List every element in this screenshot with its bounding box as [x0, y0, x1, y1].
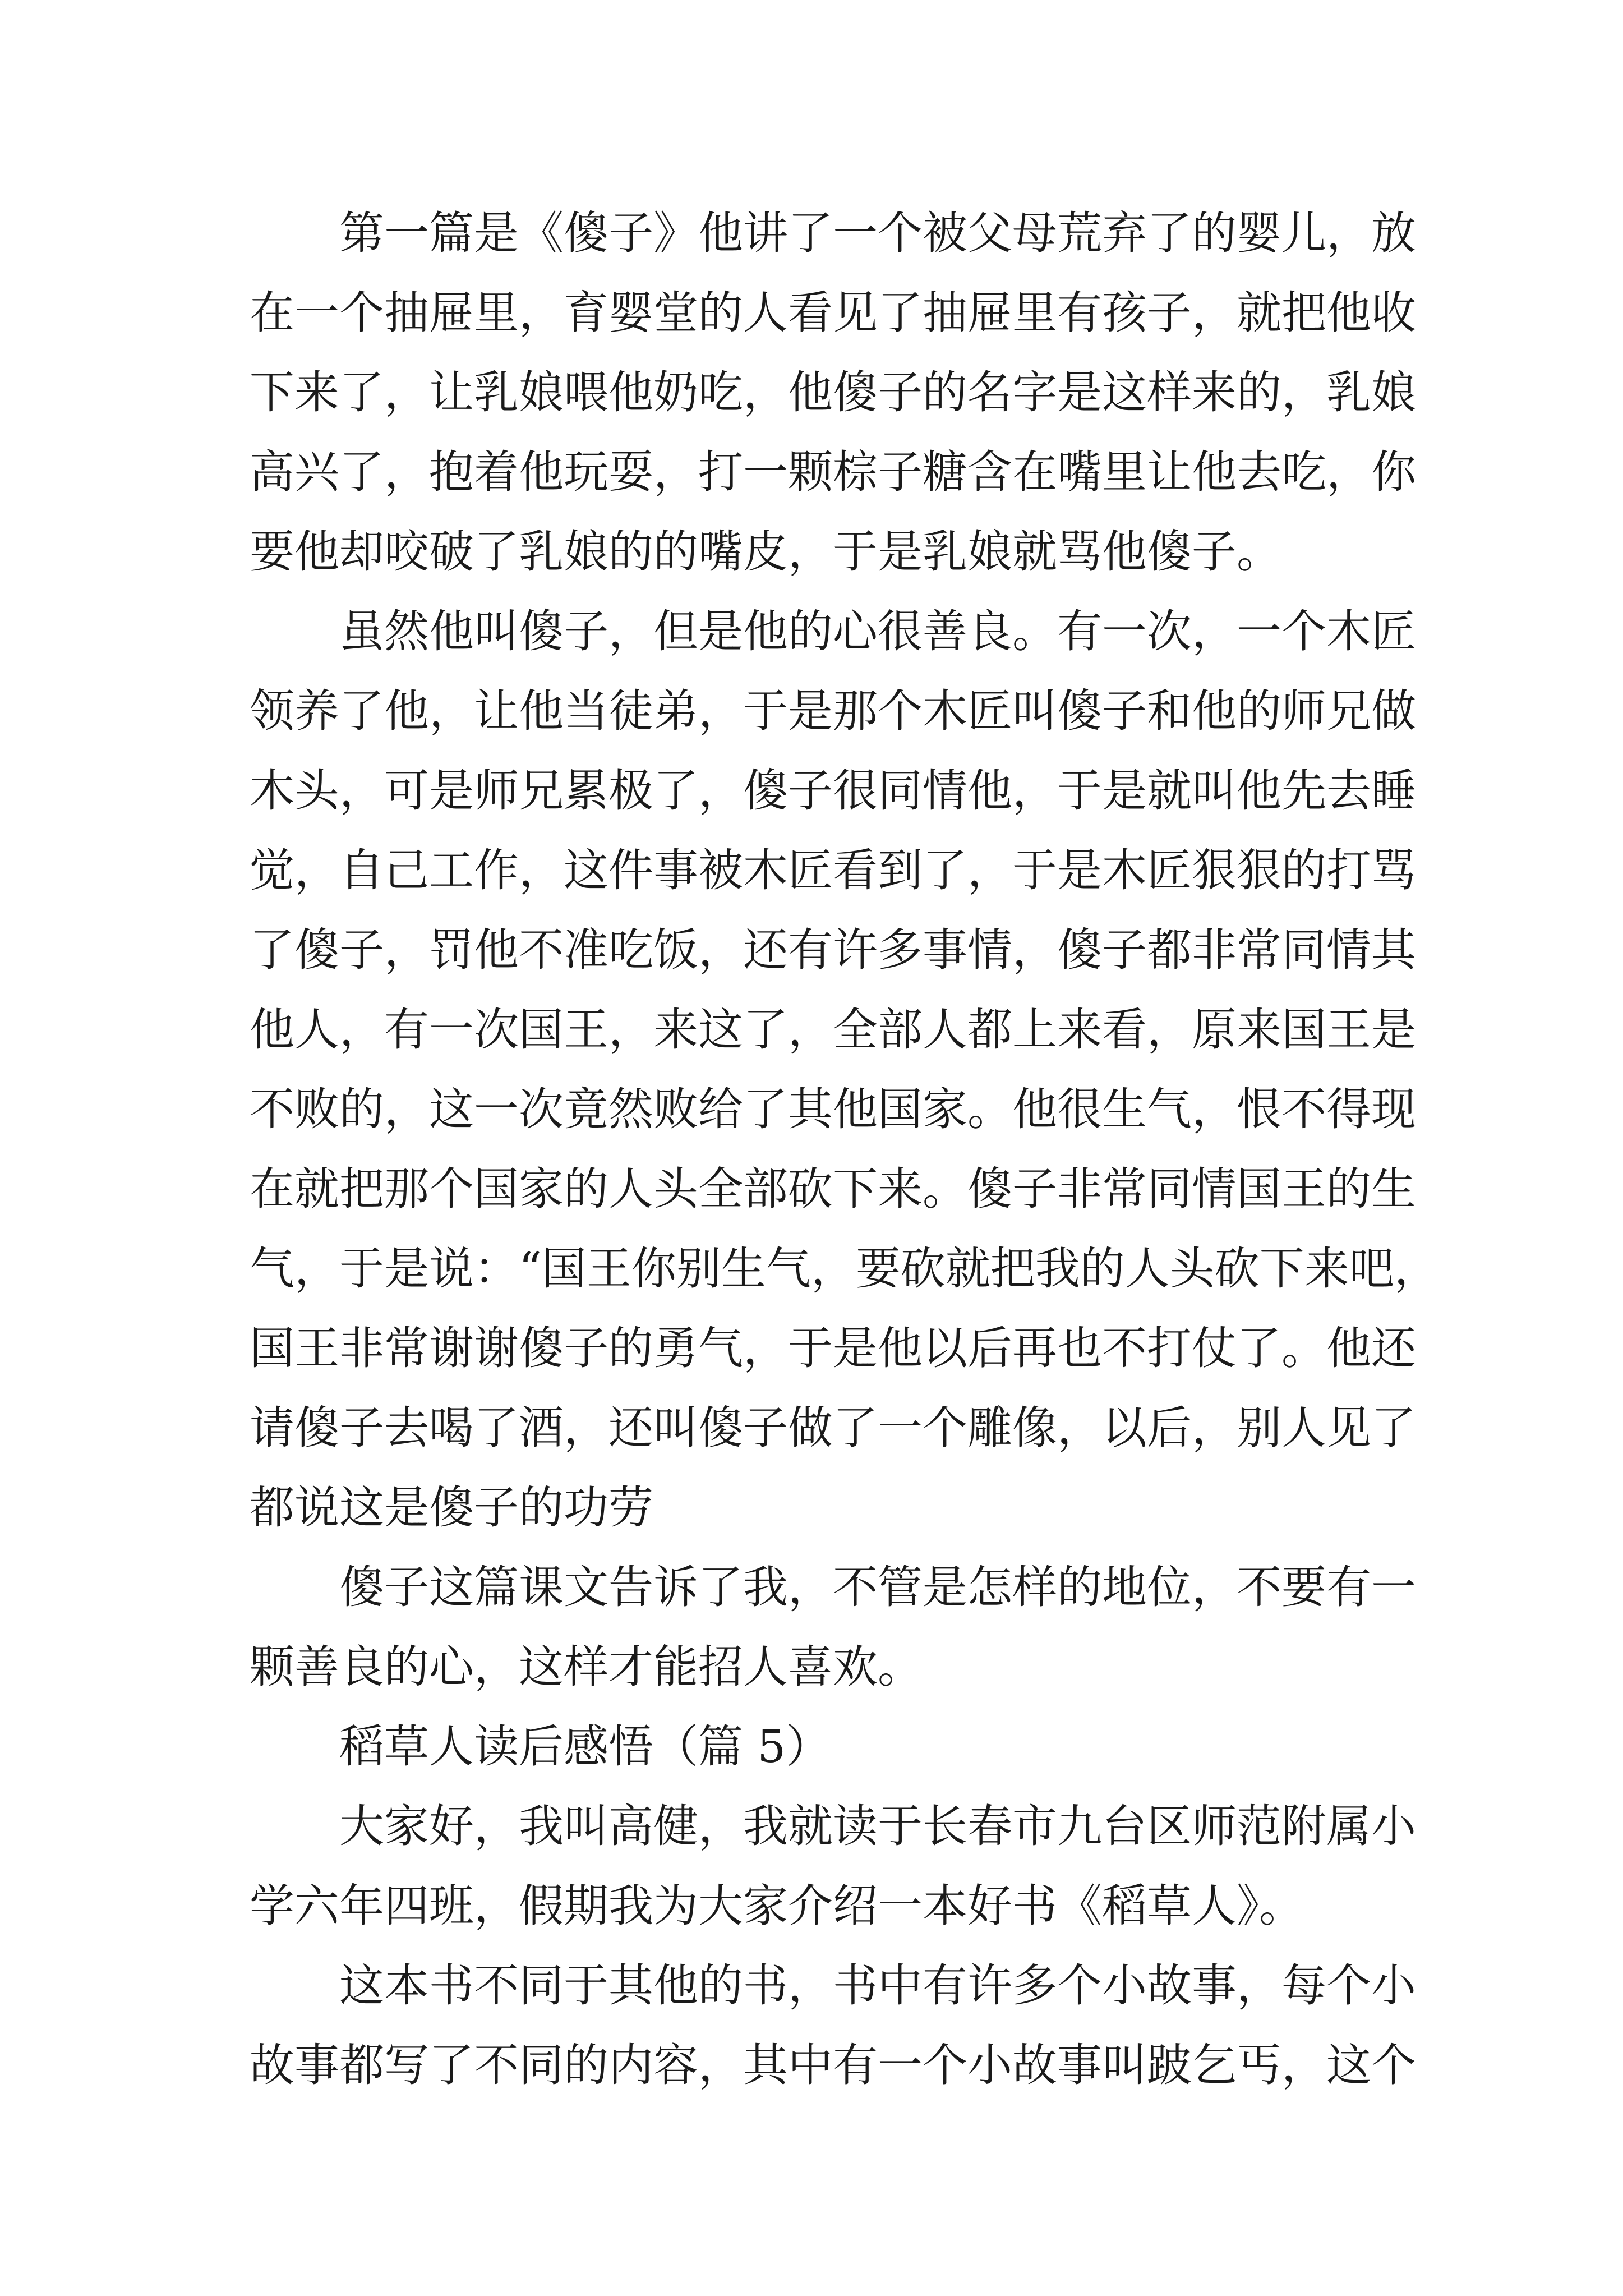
paragraph-line: 虽然他叫傻子，但是他的心很善良。有一次，一个木匠 [339, 605, 1416, 657]
paragraph-line: 了傻子，罚他不准吃饭，还有许多事情，傻子都非常同情其 [250, 924, 1416, 976]
paragraph-line: 都说这是傻子的功劳 [250, 1481, 653, 1534]
paragraph-line: 高兴了，抱着他玩耍，打一颗棕子糖含在嘴里让他去吃，你 [250, 446, 1416, 498]
section-heading: 稻草人读后感悟（篇 5） [339, 1720, 831, 1773]
paragraph-line: 要他却咬破了乳娘的的嘴皮，于是乳娘就骂他傻子。 [250, 526, 1281, 578]
body-text [250, 194, 1439, 2105]
paragraph-line: 气，于是说：“国王你别生气，要砍就把我的人头砍下来吧， [250, 1243, 1439, 1295]
paragraph-line: 领养了他，让他当徒弟，于是那个木匠叫傻子和他的师兄做 [250, 685, 1416, 737]
paragraph-line: 学六年四班，假期我为大家介绍一本好书《稻草人》。 [250, 1880, 1304, 1932]
paragraph-line: 木头，可是师兄累极了，傻子很同情他，于是就叫他先去睡 [250, 765, 1416, 817]
paragraph-line: 大家好，我叫高健，我就读于长春市九台区师范附属小 [339, 1800, 1416, 1852]
paragraph-line: 故事都写了不同的内容，其中有一个小故事叫跛乞丐，这个 [250, 2039, 1416, 2091]
paragraph-line: 这本书不同于其他的书，书中有许多个小故事，每个小 [339, 1959, 1416, 2012]
paragraph-line: 不败的，这一次竟然败给了其他国家。他很生气，恨不得现 [250, 1083, 1416, 1135]
paragraph-line: 觉，自己工作，这件事被木匠看到了，于是木匠狠狠的打骂 [250, 844, 1416, 896]
paragraph-line: 请傻子去喝了酒，还叫傻子做了一个雕像，以后，别人见了 [250, 1402, 1416, 1454]
paragraph-line: 颗善良的心，这样才能招人喜欢。 [250, 1641, 923, 1693]
paragraph-line: 下来了，让乳娘喂他奶吃，他傻子的名字是这样来的，乳娘 [250, 366, 1416, 418]
paragraph-line: 在就把那个国家的人头全部砍下来。傻子非常同情国王的生 [250, 1163, 1416, 1215]
paragraph-line: 傻子这篇课文告诉了我，不管是怎样的地位，不要有一 [339, 1561, 1416, 1613]
paragraph-line: 第一篇是《傻子》他讲了一个被父母荒弃了的婴儿，放 [339, 207, 1416, 259]
paragraph-line: 在一个抽屉里，育婴堂的人看见了抽屉里有孩子，就把他收 [250, 287, 1416, 339]
paragraph-line: 他人，有一次国王，来这了，全部人都上来看，原来国王是 [250, 1004, 1416, 1056]
paragraph-line: 国王非常谢谢傻子的勇气，于是他以后再也不打仗了。他还 [250, 1322, 1416, 1374]
